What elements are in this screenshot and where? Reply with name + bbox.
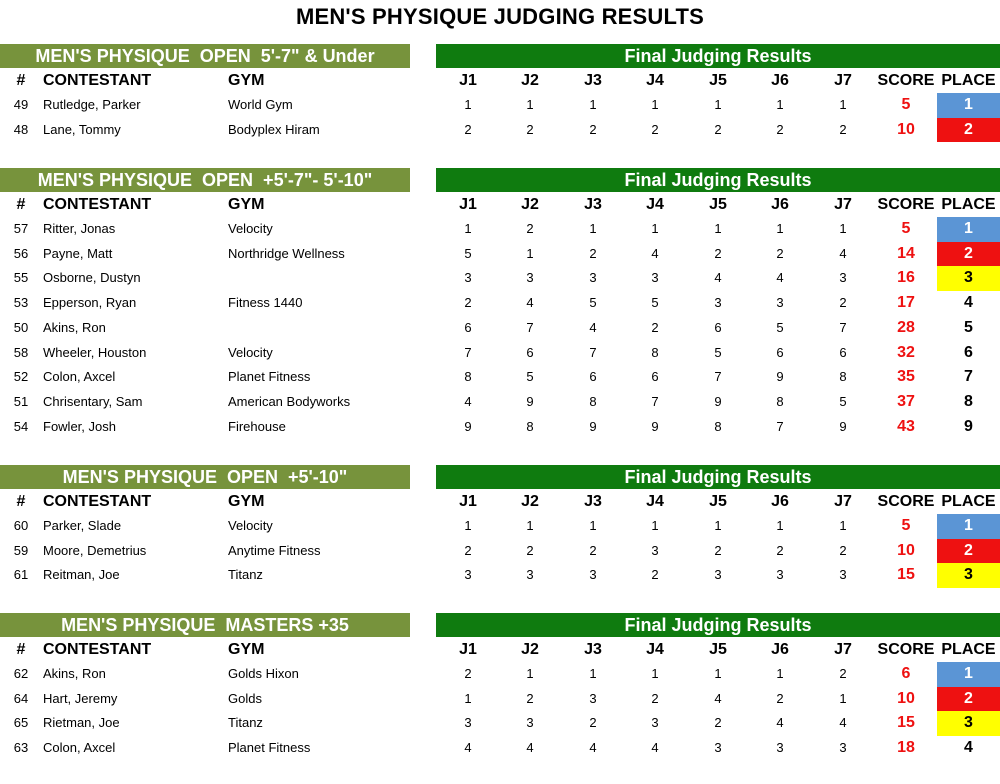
total-score: 10 bbox=[897, 120, 915, 138]
table-row bbox=[0, 93, 1000, 118]
table-row bbox=[0, 563, 1000, 588]
table-row bbox=[0, 316, 1000, 341]
judge-4-score: 2 bbox=[651, 319, 659, 335]
judge-7-score: 5 bbox=[839, 393, 847, 409]
judge-3-score: 5 bbox=[589, 295, 597, 311]
judge-2-score: 2 bbox=[526, 121, 534, 137]
place-badge: 2 bbox=[937, 687, 1000, 712]
header-judge-3: J3 bbox=[584, 641, 602, 658]
header-judge-6: J6 bbox=[771, 493, 789, 510]
contestant-number: 50 bbox=[13, 319, 29, 335]
contestant-name: Rietman, Joe bbox=[43, 715, 120, 731]
header-gym: GYM bbox=[228, 493, 265, 510]
total-score: 14 bbox=[897, 244, 915, 262]
header-number: # bbox=[16, 72, 26, 89]
header-judge-6: J6 bbox=[771, 72, 789, 89]
header-judge-2: J2 bbox=[521, 641, 539, 658]
table-row bbox=[0, 217, 1000, 242]
judge-7-score: 6 bbox=[839, 344, 847, 360]
judge-7-score: 1 bbox=[839, 221, 847, 236]
judge-6-score: 5 bbox=[776, 319, 784, 335]
judge-2-score: 7 bbox=[526, 319, 534, 335]
contestant-name: Rutledge, Parker bbox=[43, 97, 141, 112]
column-header-row bbox=[0, 490, 1000, 514]
total-score: 16 bbox=[897, 269, 915, 287]
division-title: MEN'S PHYSIQUE MASTERS +35 bbox=[0, 613, 410, 637]
judge-4-score: 2 bbox=[651, 121, 659, 137]
judge-6-score: 1 bbox=[776, 221, 784, 236]
judge-1-score: 5 bbox=[464, 245, 472, 261]
contestant-name: Parker, Slade bbox=[43, 518, 122, 533]
contestant-name: Hart, Jeremy bbox=[43, 690, 118, 706]
judge-5-score: 2 bbox=[714, 245, 722, 261]
contestant-gym: Planet Fitness bbox=[228, 740, 311, 756]
place-badge: 4 bbox=[964, 294, 973, 312]
judge-4-score: 3 bbox=[651, 542, 659, 558]
total-score: 18 bbox=[897, 739, 915, 757]
contestant-number: 49 bbox=[13, 97, 29, 112]
contestant-number: 65 bbox=[13, 715, 29, 731]
table-row bbox=[0, 711, 1000, 736]
contestant-name: Lane, Tommy bbox=[43, 121, 121, 137]
division-title: MEN'S PHYSIQUE OPEN 5'-7" & Under bbox=[0, 44, 410, 68]
judge-1-score: 1 bbox=[464, 518, 472, 533]
header-judge-2: J2 bbox=[521, 493, 539, 510]
total-score: 28 bbox=[897, 318, 915, 336]
header-gym: GYM bbox=[228, 72, 265, 89]
contestant-number: 54 bbox=[13, 418, 29, 434]
judge-6-score: 4 bbox=[776, 270, 784, 286]
total-score: 5 bbox=[901, 96, 911, 113]
place-badge: 2 bbox=[937, 539, 1000, 564]
contestant-number: 63 bbox=[13, 740, 29, 756]
table-row bbox=[0, 266, 1000, 291]
judge-3-score: 2 bbox=[589, 715, 597, 731]
judge-3-score: 6 bbox=[589, 369, 597, 385]
header-judge-7: J7 bbox=[834, 72, 852, 89]
judge-4-score: 5 bbox=[651, 295, 659, 311]
results-title: Final Judging Results bbox=[436, 44, 1000, 68]
judge-1-score: 9 bbox=[464, 418, 472, 434]
judge-6-score: 2 bbox=[776, 542, 784, 558]
header-judge-5: J5 bbox=[709, 196, 727, 213]
judge-4-score: 1 bbox=[651, 666, 659, 681]
header-judge-7: J7 bbox=[834, 641, 852, 658]
total-score: 15 bbox=[897, 714, 915, 732]
header-place: PLACE bbox=[941, 196, 996, 213]
judge-6-score: 3 bbox=[776, 740, 784, 756]
judge-3-score: 9 bbox=[589, 418, 597, 434]
judge-5-score: 8 bbox=[714, 418, 722, 434]
contestant-name: Fowler, Josh bbox=[43, 418, 116, 434]
judge-4-score: 1 bbox=[651, 518, 659, 533]
judge-2-score: 9 bbox=[526, 393, 534, 409]
table-row bbox=[0, 341, 1000, 366]
judge-2-score: 2 bbox=[526, 542, 534, 558]
table-row bbox=[0, 539, 1000, 564]
table-row bbox=[0, 365, 1000, 390]
judge-7-score: 1 bbox=[839, 518, 847, 533]
place-badge: 3 bbox=[937, 563, 1000, 588]
judge-1-score: 2 bbox=[464, 542, 472, 558]
place-badge: 8 bbox=[964, 392, 973, 410]
judge-7-score: 7 bbox=[839, 319, 847, 335]
judge-6-score: 3 bbox=[776, 295, 784, 311]
judge-3-score: 1 bbox=[589, 97, 597, 112]
contestant-gym bbox=[228, 316, 428, 341]
judge-7-score: 2 bbox=[839, 542, 847, 558]
judge-2-score: 1 bbox=[526, 666, 534, 681]
header-score: SCORE bbox=[877, 641, 935, 658]
contestant-number: 58 bbox=[13, 344, 29, 360]
judge-3-score: 8 bbox=[589, 393, 597, 409]
header-place: PLACE bbox=[941, 72, 996, 89]
judge-1-score: 3 bbox=[464, 567, 472, 583]
total-score: 6 bbox=[901, 665, 911, 682]
judge-7-score: 2 bbox=[839, 121, 847, 137]
header-score: SCORE bbox=[877, 72, 935, 89]
judge-5-score: 3 bbox=[714, 295, 722, 311]
judge-6-score: 1 bbox=[776, 518, 784, 533]
judge-7-score: 1 bbox=[839, 690, 847, 706]
judge-1-score: 4 bbox=[464, 740, 472, 756]
judge-6-score: 3 bbox=[776, 567, 784, 583]
judge-2-score: 3 bbox=[526, 567, 534, 583]
judge-3-score: 3 bbox=[589, 690, 597, 706]
contestant-number: 57 bbox=[13, 221, 29, 236]
contestant-gym: Bodyplex Hiram bbox=[228, 121, 320, 137]
header-gym: GYM bbox=[228, 196, 265, 213]
contestant-name: Wheeler, Houston bbox=[43, 344, 147, 360]
judge-4-score: 3 bbox=[651, 270, 659, 286]
division-title: MEN'S PHYSIQUE OPEN +5'-10" bbox=[0, 465, 410, 489]
judge-1-score: 7 bbox=[464, 344, 472, 360]
judge-6-score: 2 bbox=[776, 245, 784, 261]
judge-5-score: 1 bbox=[714, 666, 722, 681]
contestant-gym: Northridge Wellness bbox=[228, 245, 345, 261]
contestant-number: 51 bbox=[13, 393, 29, 409]
judge-2-score: 3 bbox=[526, 715, 534, 731]
division-section bbox=[0, 465, 1000, 588]
table-row bbox=[0, 390, 1000, 415]
table-row bbox=[0, 662, 1000, 687]
place-badge: 5 bbox=[964, 318, 973, 336]
judge-1-score: 3 bbox=[464, 715, 472, 731]
header-score: SCORE bbox=[877, 196, 935, 213]
place-badge: 9 bbox=[964, 417, 973, 435]
header-judge-3: J3 bbox=[584, 72, 602, 89]
total-score: 5 bbox=[901, 517, 911, 534]
table-row bbox=[0, 291, 1000, 316]
judge-1-score: 1 bbox=[464, 221, 472, 236]
judge-5-score: 1 bbox=[714, 97, 722, 112]
place-badge: 4 bbox=[964, 739, 973, 757]
judge-3-score: 1 bbox=[589, 518, 597, 533]
judge-3-score: 7 bbox=[589, 344, 597, 360]
header-number: # bbox=[16, 196, 26, 213]
judge-5-score: 2 bbox=[714, 542, 722, 558]
judge-2-score: 1 bbox=[526, 97, 534, 112]
judge-1-score: 2 bbox=[464, 295, 472, 311]
division-section bbox=[0, 613, 1000, 761]
judge-3-score: 3 bbox=[589, 270, 597, 286]
place-badge: 1 bbox=[937, 662, 1000, 687]
judge-1-score: 2 bbox=[464, 121, 472, 137]
judge-3-score: 4 bbox=[589, 319, 597, 335]
header-number: # bbox=[16, 641, 26, 658]
judge-1-score: 1 bbox=[464, 690, 472, 706]
judge-7-score: 4 bbox=[839, 245, 847, 261]
judge-3-score: 2 bbox=[589, 245, 597, 261]
header-judge-3: J3 bbox=[584, 493, 602, 510]
judge-2-score: 2 bbox=[526, 221, 534, 236]
judge-1-score: 2 bbox=[464, 666, 472, 681]
judge-7-score: 1 bbox=[839, 97, 847, 112]
contestant-name: Payne, Matt bbox=[43, 245, 113, 261]
header-judge-4: J4 bbox=[646, 72, 664, 89]
judge-2-score: 1 bbox=[526, 518, 534, 533]
judge-7-score: 3 bbox=[839, 740, 847, 756]
judge-6-score: 7 bbox=[776, 418, 784, 434]
total-score: 35 bbox=[897, 368, 915, 386]
table-row bbox=[0, 736, 1000, 761]
header-judge-1: J1 bbox=[459, 641, 477, 658]
header-judge-1: J1 bbox=[459, 72, 477, 89]
table-row bbox=[0, 118, 1000, 143]
contestant-number: 52 bbox=[13, 369, 29, 385]
header-score: SCORE bbox=[877, 493, 935, 510]
contestant-name: Akins, Ron bbox=[43, 319, 106, 335]
contestant-gym: World Gym bbox=[228, 97, 293, 112]
judge-5-score: 3 bbox=[714, 740, 722, 756]
total-score: 32 bbox=[897, 343, 915, 361]
judge-2-score: 8 bbox=[526, 418, 534, 434]
place-badge: 1 bbox=[937, 217, 1000, 242]
judge-7-score: 3 bbox=[839, 270, 847, 286]
header-place: PLACE bbox=[941, 493, 996, 510]
judge-2-score: 5 bbox=[526, 369, 534, 385]
judge-6-score: 2 bbox=[776, 690, 784, 706]
judge-6-score: 8 bbox=[776, 393, 784, 409]
contestant-gym: Titanz bbox=[228, 567, 263, 583]
judge-7-score: 8 bbox=[839, 369, 847, 385]
contestant-number: 61 bbox=[13, 567, 29, 583]
judge-7-score: 9 bbox=[839, 418, 847, 434]
division-section bbox=[0, 168, 1000, 439]
contestant-name: Epperson, Ryan bbox=[43, 295, 137, 311]
header-judge-1: J1 bbox=[459, 493, 477, 510]
judge-4-score: 8 bbox=[651, 344, 659, 360]
contestant-name: Colon, Axcel bbox=[43, 369, 116, 385]
judge-1-score: 8 bbox=[464, 369, 472, 385]
header-judge-6: J6 bbox=[771, 196, 789, 213]
judge-1-score: 6 bbox=[464, 319, 472, 335]
total-score: 43 bbox=[897, 417, 915, 435]
header-place: PLACE bbox=[941, 641, 996, 658]
judge-3-score: 4 bbox=[589, 740, 597, 756]
judge-5-score: 6 bbox=[714, 319, 722, 335]
judge-2-score: 4 bbox=[526, 295, 534, 311]
contestant-gym: American Bodyworks bbox=[228, 393, 351, 409]
contestant-gym: Golds bbox=[228, 690, 262, 706]
judge-2-score: 3 bbox=[526, 270, 534, 286]
judge-5-score: 4 bbox=[714, 690, 722, 706]
header-judge-2: J2 bbox=[521, 196, 539, 213]
header-contestant: CONTESTANT bbox=[43, 641, 152, 658]
contestant-gym: Firehouse bbox=[228, 418, 286, 434]
header-judge-1: J1 bbox=[459, 196, 477, 213]
judge-7-score: 3 bbox=[839, 567, 847, 583]
place-badge: 2 bbox=[937, 242, 1000, 267]
contestant-number: 55 bbox=[13, 270, 29, 286]
contestant-gym: Velocity bbox=[228, 344, 273, 360]
judge-3-score: 3 bbox=[589, 567, 597, 583]
judge-6-score: 6 bbox=[776, 344, 784, 360]
judge-7-score: 2 bbox=[839, 295, 847, 311]
contestant-name: Akins, Ron bbox=[43, 666, 106, 681]
table-row bbox=[0, 242, 1000, 267]
judge-6-score: 9 bbox=[776, 369, 784, 385]
contestant-number: 62 bbox=[13, 666, 29, 681]
place-badge: 2 bbox=[937, 118, 1000, 143]
judge-3-score: 2 bbox=[589, 121, 597, 137]
header-contestant: CONTESTANT bbox=[43, 493, 152, 510]
column-header-row bbox=[0, 638, 1000, 662]
contestant-number: 59 bbox=[13, 542, 29, 558]
total-score: 10 bbox=[897, 689, 915, 707]
judge-6-score: 1 bbox=[776, 666, 784, 681]
judge-1-score: 1 bbox=[464, 97, 472, 112]
contestant-name: Osborne, Dustyn bbox=[43, 270, 141, 286]
judge-1-score: 4 bbox=[464, 393, 472, 409]
judge-3-score: 2 bbox=[589, 542, 597, 558]
header-contestant: CONTESTANT bbox=[43, 72, 152, 89]
place-badge: 6 bbox=[964, 343, 973, 361]
judge-4-score: 3 bbox=[651, 715, 659, 731]
judge-4-score: 1 bbox=[651, 97, 659, 112]
judge-6-score: 4 bbox=[776, 715, 784, 731]
results-title: Final Judging Results bbox=[436, 465, 1000, 489]
contestant-gym: Planet Fitness bbox=[228, 369, 311, 385]
total-score: 37 bbox=[897, 392, 915, 410]
judge-2-score: 2 bbox=[526, 690, 534, 706]
contestant-gym: Fitness 1440 bbox=[228, 295, 303, 311]
contestant-number: 56 bbox=[13, 245, 29, 261]
contestant-name: Ritter, Jonas bbox=[43, 221, 116, 236]
judge-4-score: 4 bbox=[651, 245, 659, 261]
table-row bbox=[0, 687, 1000, 712]
contestant-name: Moore, Demetrius bbox=[43, 542, 147, 558]
judge-3-score: 1 bbox=[589, 666, 597, 681]
place-badge: 3 bbox=[937, 711, 1000, 736]
column-header-row bbox=[0, 69, 1000, 93]
place-badge: 1 bbox=[937, 93, 1000, 118]
results-title: Final Judging Results bbox=[436, 168, 1000, 192]
judge-2-score: 6 bbox=[526, 344, 534, 360]
header-number: # bbox=[16, 493, 26, 510]
contestant-name: Colon, Axcel bbox=[43, 740, 116, 756]
header-judge-7: J7 bbox=[834, 196, 852, 213]
contestant-number: 53 bbox=[13, 295, 29, 311]
header-judge-4: J4 bbox=[646, 196, 664, 213]
header-judge-7: J7 bbox=[834, 493, 852, 510]
contestant-gym: Titanz bbox=[228, 715, 263, 731]
page-title: MEN'S PHYSIQUE JUDGING RESULTS bbox=[295, 4, 705, 29]
judge-5-score: 9 bbox=[714, 393, 722, 409]
header-judge-6: J6 bbox=[771, 641, 789, 658]
judge-5-score: 4 bbox=[714, 270, 722, 286]
judge-6-score: 2 bbox=[776, 121, 784, 137]
contestant-gym: Anytime Fitness bbox=[228, 542, 321, 558]
total-score: 5 bbox=[901, 220, 911, 237]
division-title: MEN'S PHYSIQUE OPEN +5'-7"- 5'-10" bbox=[0, 168, 410, 192]
header-judge-5: J5 bbox=[709, 493, 727, 510]
header-judge-2: J2 bbox=[521, 72, 539, 89]
judge-2-score: 1 bbox=[526, 245, 534, 261]
header-gym: GYM bbox=[228, 641, 265, 658]
judge-5-score: 2 bbox=[714, 715, 722, 731]
header-judge-4: J4 bbox=[646, 641, 664, 658]
total-score: 10 bbox=[897, 541, 915, 559]
division-section bbox=[0, 44, 1000, 142]
header-judge-4: J4 bbox=[646, 493, 664, 510]
contestant-name: Chrisentary, Sam bbox=[43, 393, 143, 409]
total-score: 17 bbox=[897, 294, 915, 312]
judge-2-score: 4 bbox=[526, 740, 534, 756]
judge-3-score: 1 bbox=[589, 221, 597, 236]
judge-7-score: 4 bbox=[839, 715, 847, 731]
judge-5-score: 1 bbox=[714, 518, 722, 533]
contestant-gym bbox=[228, 266, 428, 291]
contestant-name: Reitman, Joe bbox=[43, 567, 120, 583]
judge-4-score: 7 bbox=[651, 393, 659, 409]
judge-5-score: 7 bbox=[714, 369, 722, 385]
judge-5-score: 5 bbox=[714, 344, 722, 360]
judge-1-score: 3 bbox=[464, 270, 472, 286]
place-badge: 7 bbox=[964, 368, 973, 386]
table-row bbox=[0, 514, 1000, 539]
contestant-number: 48 bbox=[13, 121, 29, 137]
judge-4-score: 2 bbox=[651, 567, 659, 583]
header-judge-5: J5 bbox=[709, 641, 727, 658]
judge-4-score: 2 bbox=[651, 690, 659, 706]
contestant-gym: Golds Hixon bbox=[228, 666, 299, 681]
column-header-row bbox=[0, 193, 1000, 217]
contestant-gym: Velocity bbox=[228, 221, 273, 236]
judge-5-score: 3 bbox=[714, 567, 722, 583]
judge-4-score: 6 bbox=[651, 369, 659, 385]
total-score: 15 bbox=[897, 566, 915, 584]
table-row bbox=[0, 415, 1000, 440]
place-badge: 1 bbox=[937, 514, 1000, 539]
header-judge-3: J3 bbox=[584, 196, 602, 213]
judge-4-score: 9 bbox=[651, 418, 659, 434]
judge-4-score: 4 bbox=[651, 740, 659, 756]
contestant-gym: Velocity bbox=[228, 518, 273, 533]
judge-5-score: 2 bbox=[714, 121, 722, 137]
place-badge: 3 bbox=[937, 266, 1000, 291]
judge-6-score: 1 bbox=[776, 97, 784, 112]
contestant-number: 60 bbox=[13, 518, 29, 533]
judge-4-score: 1 bbox=[651, 221, 659, 236]
header-contestant: CONTESTANT bbox=[43, 196, 152, 213]
judge-7-score: 2 bbox=[839, 666, 847, 681]
judge-5-score: 1 bbox=[714, 221, 722, 236]
header-judge-5: J5 bbox=[709, 72, 727, 89]
contestant-number: 64 bbox=[13, 690, 29, 706]
results-title: Final Judging Results bbox=[436, 613, 1000, 637]
